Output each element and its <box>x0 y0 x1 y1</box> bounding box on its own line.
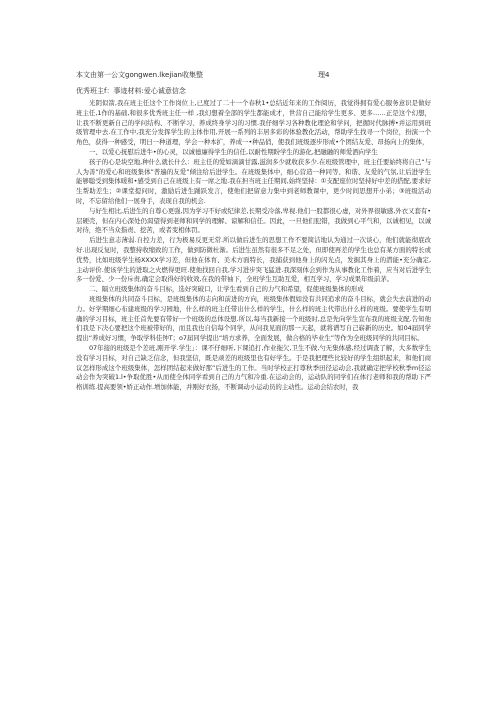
paragraph: 与好生相比,后进生的自尊心更强,因为学习不好或纪律差,长期受冷落,卑视.他们一股都很心虚，对外界很敏感,外衣又套有•层硬壳，但在内心深处仍渴望得到老师和同学的理解、谅解和信任。因此，一旦他们犯错，我做到心平气和，以诚相见，以诚对待，绝不当众指责、挖苦，或者变相体罚。 <box>76 206 431 235</box>
header-source-text: 本文由第一公文gongwen.lkejian收集整 <box>76 71 203 79</box>
paragraph: 后进生意志薄弱.自控力差，行为极易反更无常.所以做后进生的思想工作不要简洁地认为通过一次谈心，他们就能彻底改好.出现反复时，我整持收缩致的工作，做到防微杜渐。后进生虽然有很多不足之处，但即使再差的学生也总有某方面的特长或优势，比如班级学生杨XXXX学习差，但他在体育、美术方面特长，我捕获到他身上的闪光点，发掘其身上的潜能•充分确定,主动评价.使该学生的进取之火燃得更旺.使他找回自我,学习进步突飞猛进.我深刻体会到作为从事教化工作着，应当对后进学生多一份爱、少一份斥责,确定会取得好的收效,在我的带袖下，全班学生互助互爱，相互学习，学习成果年级前茅。 <box>76 236 431 284</box>
paragraph: 07年接的班级是个差班,刚开学.学生」：课不仔细听,下课追打,作业拖欠,卫生不做,勺无集体感,经过调查了解，大多数学生没有学习目标，对自己缺乏信念，但我坚信，既是顽差的班级里也有好学生。于是我把理些比较好的学生组织起来，和他们商议怎样形成这个班级集体，怎样团结起来做好那”后进生的工作。当时学校正打尊秋季田径运动会,我就确定把学校秋季m径运动会作为突破1.l•争取优胜•从而使全体同学看到自己的力气和冷重.在运动会的，运动队的同学们在体行老师和我的帮助下严格训练.提高要领•娇正动作.增加体能，并刚好衣扬，不断调动小运动员的主动性。运动会结农时，我 <box>76 343 431 392</box>
document-body <box>76 99 431 393</box>
section-heading-1: 一、以爱心抚慰后进牛•的心灵，以诚德廉得学生的信任,以耐性期盼学生的游化,把融融的师爱洒向学生 <box>89 147 378 156</box>
section-heading-2: 二、隔立班级集体的奋斗目标，选好突破口，让学生看到自己的力气和希望，促使班级集体的形成 <box>89 285 364 294</box>
paragraph-intro: 光阴似箭,我在班主任这个工作岗位上,已度过了二十一个春秋1•总结近年来的工作阅历，我觉得拥有爱心服务意识是做好班主任,1作的基础,和很多优秀班主任一样 ,我幻想着全部的学生都能成才，世营自己能给学生更多、更多……正是这个幻想，让我不断更新自己的学问结构、不断学习、养成终身学习的习惯.我仔细学习各种教化理论和学问，把握时代脉搏•并运用到班级管理中去.在工作中,我充分发挥学生的主体作用,开展一系列的丰居多彩的体验教化活动，帮助学生找寻一个岗位，扮演一个角色，获得一种感受，明曰一种道理，学会一种本扩，养成一•种品俏，使我们班级逐步形成•个团结友爱、昂扬向上的集体， <box>76 99 431 147</box>
header-page-marker: 理4 <box>318 71 330 79</box>
paragraph: 班级集体的共同奋斗目标，是班级集体的志向和前进的方向，班级集体假如没有共同追求的奋斗目标，就会失去前进的动力。好学期细心布建班级的学习园地，什么样的班主任带出什么样的学生，什么样的班主代带出什么样的班级。要使学生有明确的学习目标，班主任首先要有带好一个班级的总体设想.所以,每当我新接一个班级时,总是先向学生宣布我的班级支配.告知他们我是下决心要把这个班被带好的，而且我也自信每个同学，从问我见面的那一天起，就将谱写自己崭新的历史。如04届同学提出“养成好习惯，争取学科佳钟T；o7届同学提出“培方求养，全面发展，做合格的毕业生”等作为全班级同学的共同目标。 <box>76 294 431 343</box>
paragraph: 孩子的心是块空地,种什么就长什么：班主任的爱如滴滴甘露,滋润多少就收获多少.在班级管理中，班主任要始终将自己“与人为善”的爱心和班级集体”普遍的友爱”倾注给后进学生。在班级集体中，细心营造一种同等、和谐、友爱的气氛,让后进学生能够聪受到集体暖和•感受到自己在班级上有一席之地.我在担当班主任期间,始终坚持：①支配座位时坚持好中差的搭配,要求好生帮助差生；②课堂提问时，激励后进生踊跃发言，使他们把留意力集中到老师教课中，更少时间思想开小弟；③班级活动时，不忘留给他们一展身手，表现自我的机会. <box>76 157 431 205</box>
document-title: 优秀班主f：事迹材料:爱心诚意信念 <box>76 87 186 95</box>
page-header <box>76 70 436 80</box>
